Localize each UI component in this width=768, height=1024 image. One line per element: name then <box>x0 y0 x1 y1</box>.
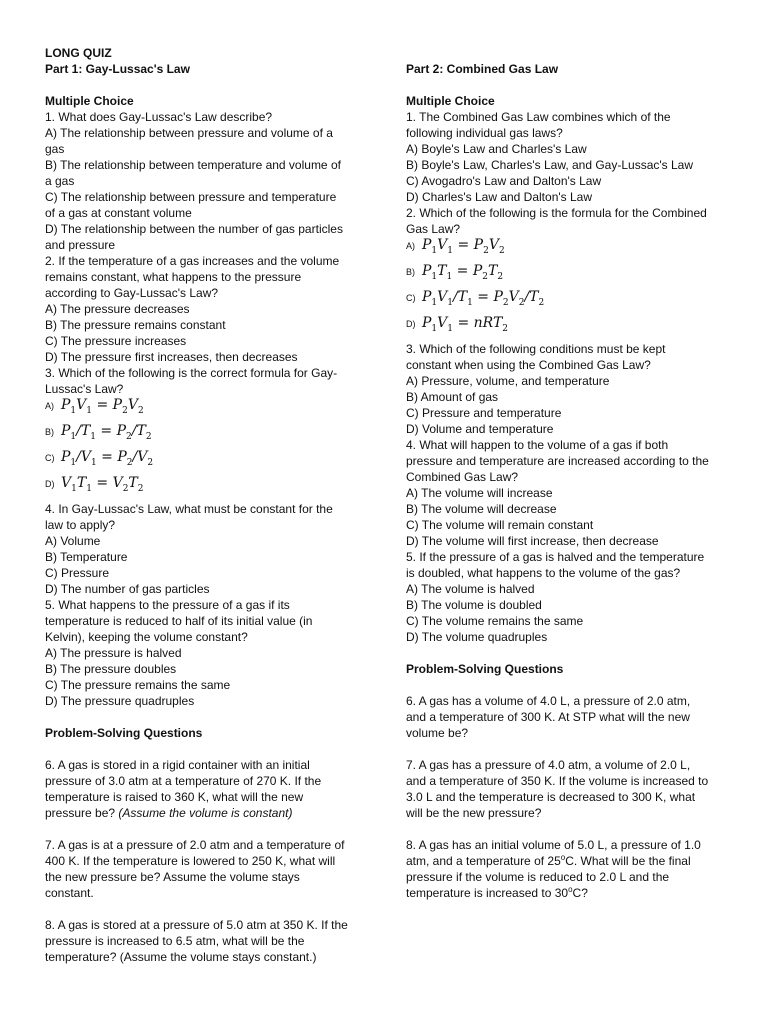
option-letter: D) <box>406 319 416 329</box>
part1-question-7 <box>45 837 370 901</box>
question-line: Combined Gas Law? <box>406 470 519 484</box>
option-letter: C) <box>45 453 55 463</box>
question-line: 7. A gas is at a pressure of 2.0 atm and a temperature of <box>45 838 345 852</box>
part1-mc-heading: Multiple Choice <box>45 94 134 108</box>
question-text: temperature is increased to 30 <box>406 886 569 900</box>
option-line: C) The volume remains the same <box>406 614 584 628</box>
question-line: 5. If the pressure of a gas is halved and the temperature <box>406 550 705 564</box>
question-line: is doubled, what happens to the volume of the gas? <box>406 566 681 580</box>
formula-option <box>406 237 726 263</box>
option-line: B) Temperature <box>45 550 128 564</box>
option-line: D) Volume and temperature <box>406 422 554 436</box>
option-line: C) The relationship between pressure and temperature <box>45 190 337 204</box>
option-line: A) The volume will increase <box>406 486 553 500</box>
question-line: Gas Law? <box>406 222 461 236</box>
formula-option <box>406 289 726 315</box>
question-line: 400 K. If the temperature is lowered to 250 K, what will <box>45 854 336 868</box>
part2-question-2 <box>406 205 726 341</box>
question-line: following individual gas laws? <box>406 126 563 140</box>
part2-question-7 <box>406 757 726 821</box>
question-line: 2. If the temperature of a gas increases and the volume <box>45 254 340 268</box>
question-text: pressure be? <box>45 806 119 820</box>
question-line: Lussac's Law? <box>45 382 124 396</box>
option-line: A) Boyle's Law and Charles's Law <box>406 142 587 156</box>
question-line: 2. Which of the following is the formula for the Combined <box>406 206 707 220</box>
part2-title: Part 2: Combined Gas Law <box>406 62 559 76</box>
formula-c: $P_1/V_1 = P_2/V_2$ <box>61 449 154 468</box>
formula-a: $P_1V_1 = P_2V_2$ <box>61 397 144 416</box>
option-line: gas <box>45 142 65 156</box>
question-line: 8. A gas has an initial volume of 5.0 L, a pressure of 1.0 <box>406 838 701 852</box>
option-line: A) Pressure, volume, and temperature <box>406 374 610 388</box>
part1-question-3 <box>45 365 370 501</box>
question-line: pressure is increased to 6.5 atm, what will be the <box>45 934 305 948</box>
option-line: C) Pressure <box>45 566 110 580</box>
option-line: B) The pressure doubles <box>45 662 177 676</box>
part2-question-5 <box>406 549 726 645</box>
option-line: of a gas at constant volume <box>45 206 192 220</box>
option-line: A) The relationship between pressure and volume of a <box>45 126 333 140</box>
option-line: C) Pressure and temperature <box>406 406 562 420</box>
part2-question-4 <box>406 437 726 549</box>
option-line: D) The number of gas particles <box>45 582 210 596</box>
question-line: according to Gay-Lussac's Law? <box>45 286 219 300</box>
option-line: A) Volume <box>45 534 101 548</box>
question-line: the new pressure be? Assume the volume stays <box>45 870 300 884</box>
formula-b: $P_1/T_1 = P_2/T_2$ <box>61 423 152 442</box>
part2-question-8 <box>406 837 726 901</box>
option-letter: D) <box>45 479 55 489</box>
option-line: A) The pressure decreases <box>45 302 190 316</box>
question-line: will be the new pressure? <box>406 806 542 820</box>
part1-question-5 <box>45 597 370 709</box>
formula-d: $V_1T_1 = V_2T_2$ <box>61 475 144 494</box>
option-line: D) The volume will first increase, then decrease <box>406 534 659 548</box>
question-line: 3. Which of the following conditions must be kept <box>406 342 666 356</box>
option-line: and pressure <box>45 238 116 252</box>
option-letter: A) <box>45 401 54 411</box>
degree-sup: o <box>568 885 573 894</box>
part2-mc-heading: Multiple Choice <box>406 94 495 108</box>
formula-option <box>45 423 370 449</box>
question-line: 4. What will happen to the volume of a gas if both <box>406 438 669 452</box>
formula-a: $P_1V_1 = P_2V_2$ <box>422 237 505 256</box>
question-line: 1. What does Gay-Lussac's Law describe? <box>45 110 273 124</box>
part1-title: Part 1: Gay-Lussac's Law <box>45 62 190 76</box>
question-line: 6. A gas has a volume of 4.0 L, a pressure of 2.0 atm, <box>406 694 691 708</box>
part2-question-6 <box>406 693 726 741</box>
part2-question-3 <box>406 341 726 437</box>
question-line: and a temperature of 350 K. If the volume is increased to <box>406 774 709 788</box>
part2-ps-heading: Problem-Solving Questions <box>406 662 564 676</box>
formula-option <box>406 263 726 289</box>
question-line: 6. A gas is stored in a rigid container with an initial <box>45 758 310 772</box>
question-line: law to apply? <box>45 518 116 532</box>
question-line: and a temperature of 300 K. At STP what will the new <box>406 710 690 724</box>
formula-c: $P_1V_1/T_1 = P_2V_2/T_2$ <box>422 289 545 308</box>
question-line: pressure if the volume is reduced to 2.0 L and the <box>406 870 670 884</box>
part1-question-8 <box>45 917 370 965</box>
option-line: D) The volume quadruples <box>406 630 548 644</box>
question-line: constant when using the Combined Gas Law? <box>406 358 651 372</box>
option-line: B) The volume is doubled <box>406 598 542 612</box>
option-line: A) The volume is halved <box>406 582 535 596</box>
option-letter: C) <box>406 293 416 303</box>
option-line: B) Boyle's Law, Charles's Law, and Gay-Lussac's Law <box>406 158 694 172</box>
question-line: Kelvin), keeping the volume constant? <box>45 630 248 644</box>
formula-option <box>406 315 726 341</box>
question-line <box>406 853 726 869</box>
question-line: temperature is raised to 360 K, what will the new <box>45 790 304 804</box>
option-line: B) Amount of gas <box>406 390 499 404</box>
question-line: remains constant, what happens to the pressure <box>45 270 302 284</box>
left-column <box>45 45 370 965</box>
question-line: 5. What happens to the pressure of a gas if its <box>45 598 290 612</box>
formula-option <box>45 397 370 423</box>
option-line: C) The volume will remain constant <box>406 518 594 532</box>
question-line: 4. In Gay-Lussac's Law, what must be constant for the <box>45 502 333 516</box>
question-line <box>406 885 726 901</box>
question-text: atm, and a temperature of 25 <box>406 854 561 868</box>
option-line: D) Charles's Law and Dalton's Law <box>406 190 592 204</box>
question-text: C? <box>572 886 588 900</box>
part1-ps-heading: Problem-Solving Questions <box>45 726 203 740</box>
option-line: C) Avogadro's Law and Dalton's Law <box>406 174 602 188</box>
option-letter: A) <box>406 241 415 251</box>
question-line: 3. Which of the following is the correct formula for Gay- <box>45 366 338 380</box>
formula-d: $P_1V_1 = nRT_2$ <box>422 315 509 334</box>
quiz-header: LONG QUIZ <box>45 46 112 60</box>
question-line: pressure and temperature are increased according to the <box>406 454 709 468</box>
question-line: constant. <box>45 886 94 900</box>
question-line: temperature is reduced to half of its initial value (in <box>45 614 313 628</box>
part1-question-6 <box>45 757 370 821</box>
formula-b: $P_1T_1 = P_2T_2$ <box>422 263 504 282</box>
question-line: 1. The Combined Gas Law combines which of the <box>406 110 671 124</box>
option-letter: B) <box>406 267 415 277</box>
option-line: B) The pressure remains constant <box>45 318 226 332</box>
part1-question-1 <box>45 109 370 253</box>
question-line: temperature? (Assume the volume stays constant.) <box>45 950 317 964</box>
degree-sup: o <box>560 853 566 862</box>
italic-note: (Assume the volume is constant) <box>118 806 293 820</box>
option-line: C) The pressure increases <box>45 334 187 348</box>
question-line: 7. A gas has a pressure of 4.0 atm, a volume of 2.0 L, <box>406 758 691 772</box>
option-line: D) The pressure quadruples <box>45 694 195 708</box>
question-line <box>45 805 370 821</box>
part1-question-4 <box>45 501 370 597</box>
option-line: B) The relationship between temperature and volume of <box>45 158 341 172</box>
right-column <box>406 45 726 901</box>
option-line: D) The relationship between the number of gas particles <box>45 222 343 236</box>
part2-question-1 <box>406 109 726 205</box>
formula-option <box>45 449 370 475</box>
question-text: C. What will be the final <box>565 854 691 868</box>
question-line: 3.0 L and the temperature is decreased to 300 K, what <box>406 790 696 804</box>
question-line: volume be? <box>406 726 469 740</box>
question-line: 8. A gas is stored at a pressure of 5.0 atm at 350 K. If the <box>45 918 348 932</box>
option-line: a gas <box>45 174 75 188</box>
option-line: D) The pressure first increases, then decreases <box>45 350 298 364</box>
part1-question-2 <box>45 253 370 365</box>
option-line: B) The volume will decrease <box>406 502 557 516</box>
option-letter: B) <box>45 427 54 437</box>
option-line: C) The pressure remains the same <box>45 678 231 692</box>
option-line: A) The pressure is halved <box>45 646 182 660</box>
question-line: pressure of 3.0 atm at a temperature of 270 K. If the <box>45 774 322 788</box>
formula-option <box>45 475 370 501</box>
